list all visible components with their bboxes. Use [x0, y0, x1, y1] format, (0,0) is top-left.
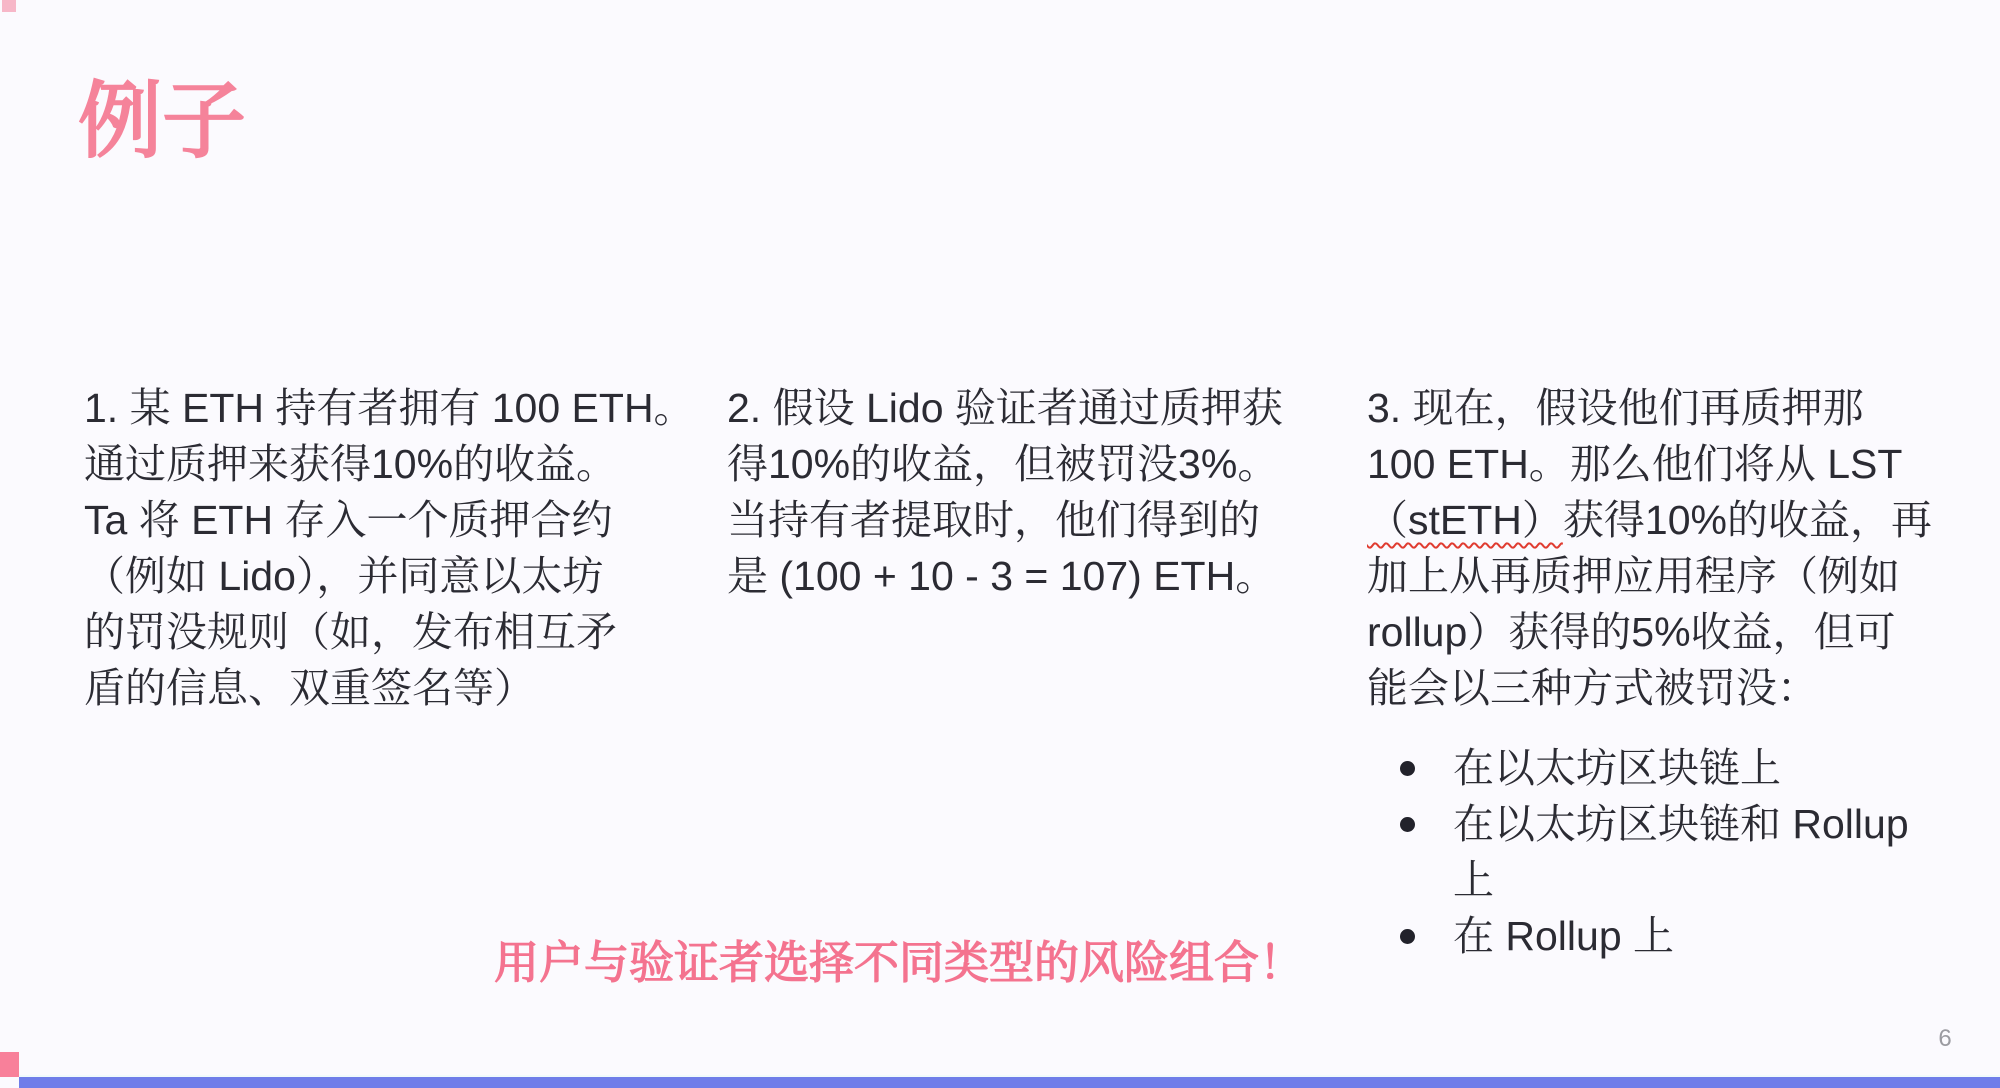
text-line: 通过质押来获得10%的收益。 [84, 441, 618, 487]
list-item [1367, 740, 1909, 796]
text-line: 得10%的收益，但被罚没3%。 [727, 441, 1279, 487]
bullet-icon [1400, 817, 1415, 832]
text-line: Ta 将 ETH 存入一个质押合约 [84, 497, 613, 543]
example-column-2 [727, 380, 1327, 604]
text-line: 是 (100 + 10 - 3 = 107) ETH。 [727, 553, 1277, 599]
bullet-icon [1400, 929, 1415, 944]
spellcheck-underlined-token: （stETH） [1367, 497, 1563, 543]
text-line: rollup）获得的5%收益，但可 [1367, 609, 1896, 655]
example-column-3 [1367, 380, 1967, 716]
list-item-label [1453, 796, 1909, 908]
page-title: 例子 [78, 74, 247, 168]
top-left-accent-mark [2, 0, 16, 12]
list-item [1367, 908, 1909, 964]
text-line: 获得10%的收益，再 [1562, 497, 1932, 543]
text-line: 100 ETH。那么他们将从 LST [1367, 441, 1903, 487]
text-line: 3. 现在，假设他们再质押那 [1367, 385, 1864, 431]
slashing-modes-bullet-list [1367, 740, 1909, 964]
text-line: 上 [1453, 857, 1494, 903]
text-line: 在以太坊区块链和 Rollup [1453, 801, 1909, 847]
bullet-icon [1400, 761, 1415, 776]
highlight-statement: 用户与验证者选择不同类型的风险组合！ [493, 937, 1304, 988]
text-line: 的罚没规则（如，发布相互矛 [84, 609, 617, 655]
text-line: 2. 假设 Lido 验证者通过质押获 [727, 385, 1283, 431]
list-item-label: 在以太坊区块链上 [1453, 745, 1781, 791]
footer-progress-bar [19, 1077, 2000, 1088]
text-line: 能会以三种方式被罚没： [1367, 665, 1818, 711]
text-line: 当持有者提取时，他们得到的 [727, 497, 1260, 543]
example-column-1 [84, 380, 695, 716]
text-line: 1. 某 ETH 持有者拥有 100 ETH。 [84, 385, 695, 431]
text-line: 加上从再质押应用程序（例如 [1367, 553, 1900, 599]
list-item [1367, 796, 1909, 908]
text-line: （例如 Lido），并同意以太坊 [84, 553, 604, 599]
list-item-label: 在 Rollup 上 [1453, 913, 1675, 959]
text-line: 盾的信息、双重签名等） [84, 665, 535, 711]
text-line [1367, 492, 1967, 548]
bottom-left-accent-square [0, 1052, 19, 1077]
page-number: 6 [1938, 1025, 1952, 1052]
